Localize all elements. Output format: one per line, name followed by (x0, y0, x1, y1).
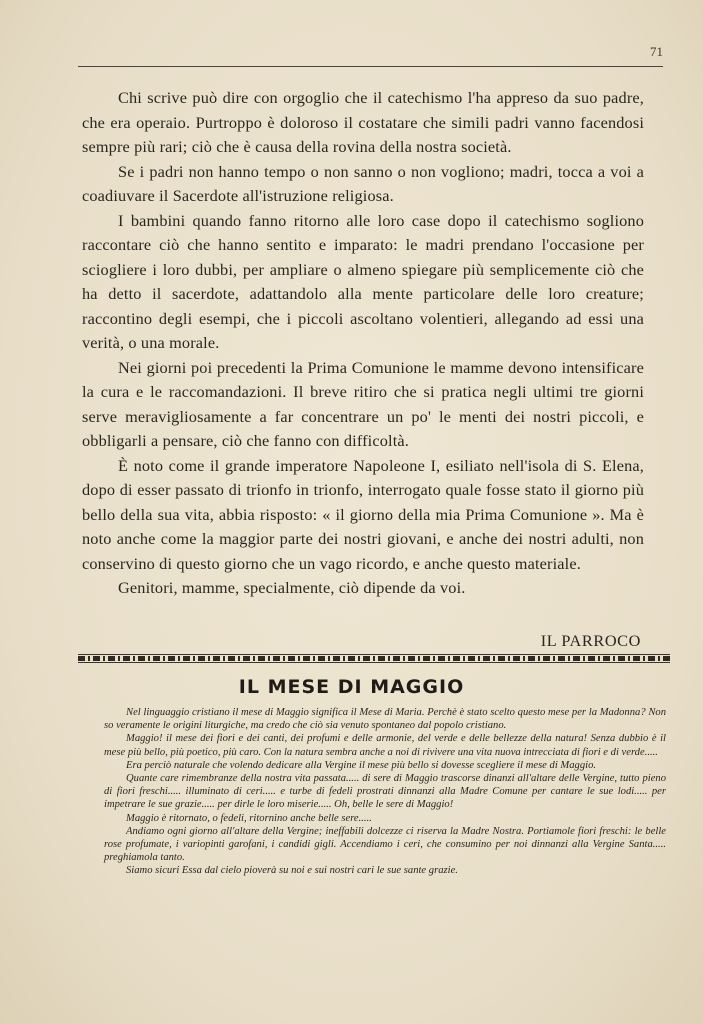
article-paragraph: È noto come il grande imperatore Napoleone I, esiliato nell'isola di S. Elena, dopo di esser passato di trionfo in trionfo, interrogato quale fosse stato il giorno più bello della sua vita, abbia risposto: « il giorno della mia Prima Comunione ». Ma è noto anche come la maggior parte dei nostri giovani, e anche dei nostri adulti, non conservino di questo giorno che un vago ricordo, e anche questo materiale. (82, 455, 644, 573)
section-paragraph: Quante care rimembranze della nostra vita passata..... di sere di Maggio trascorse dinanzi all'altare delle Vergine, tutto pieno di fiori freschi..... illuminato di ceri..... e turbe di fedeli prostrati dinnanzi alla Madre Comune per cantare le sue lodi..... per impetrare le sue grazie..... per dirle le loro miserie..... Oh, belle le sere di Maggio! (104, 773, 666, 811)
section-body (104, 706, 666, 878)
article-paragraph: I bambini quando fanno ritorno alle loro case dopo il catechismo sogliono raccontare ciò che hanno sentito e imparato: le madri prendano l'occasione per sciogliere i loro dubbi, per ampliare o almeno spiegare più semplicemente ciò che ha detto il sacerdote, adattandolo alla mente particolare delle loro creature; raccontino degli esempi, che i piccoli ascoltano volentieri, allegando ad essi una verità, o una morale. (82, 210, 644, 352)
article-signature: IL PARROCO (540, 631, 641, 650)
section-paragraph: Maggio è ritornato, o fedeli, ritornino anche belle sere..... (126, 812, 372, 824)
section-paragraph: Maggio! il mese dei fiori e dei canti, dei profumi e delle armonie, del verde e delle bellezze della natura! Senza dubbio è il mese più bello, più poetico, più caro. Con la natura sembra anche a noi di rivivere una vita nuova intrecciata di fiori e di verde..... (104, 733, 666, 758)
section-paragraph: Andiamo ogni giorno all'altare della Vergine; ineffabili dolcezze ci riserva la Madre Nostra. Portiamole fiori freschi: le belle rose profumate, i variopinti garofani, i candidi gigli. Accendiamo i ceri, che consumino per noi dinnanzi alla Vergine Santa..... preghiamola tanto. (104, 825, 666, 864)
page-number: 71 (650, 44, 663, 59)
article-paragraph: Se i padri non hanno tempo o non sanno o non vogliono; madri, tocca a voi a coadiuvare il Sacerdote all'istruzione religiosa. (82, 161, 644, 205)
article-paragraph: Nei giorni poi precedenti la Prima Comunione le mamme devono intensificare la cura e le raccomandazioni. Il breve ritiro che si pratica negli ultimi tre giorni serve meravigliosamente a far concentrare un po' le menti dei nostri piccoli, e obbligarli a pensare, ciò che fanno con difficoltà. (82, 357, 644, 450)
section-title: IL MESE DI MAGGIO (238, 676, 465, 698)
header-rule (78, 66, 663, 67)
article-paragraph: Chi scrive può dire con orgoglio che il catechismo l'ha appreso da suo padre, che era operaio. Purtroppo è doloroso il costatare che simili padri vanno facendosi sempre più rari; ciò che è causa della rovina della nostra società. (82, 88, 644, 156)
ornamental-divider (78, 654, 670, 663)
section-paragraph: Era perciò naturale che volendo dedicare alla Vergine il mese più bello si dovesse scegliere il mese di Maggio. (126, 759, 597, 771)
article-body (82, 86, 644, 601)
article-paragraph: Genitori, mamme, specialmente, ciò dipende da voi. (118, 578, 466, 597)
section-paragraph: Siamo sicuri Essa dal cielo pioverà su noi e sui nostri cari le sue sante grazie. (126, 865, 458, 877)
section-paragraph: Nel linguaggio cristiano il mese di Maggio significa il Mese di Maria. Perchè è stato scelto questo mese per la Madonna? Non so veramente le origini liturgiche, ma credo che ciò sia venuto spontaneo dal popolo cristiano. (104, 707, 666, 732)
